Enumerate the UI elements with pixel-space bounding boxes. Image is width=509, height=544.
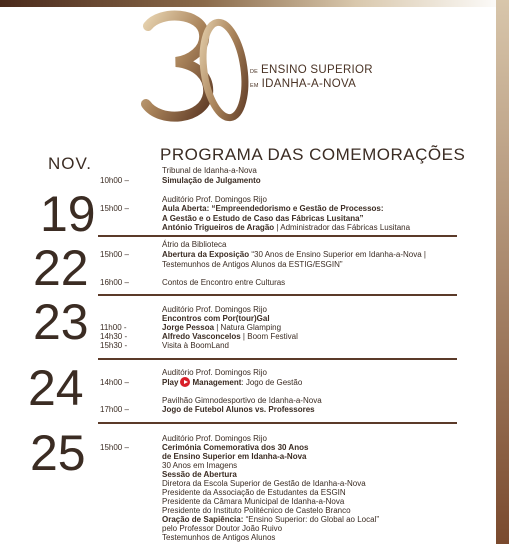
day-24-number: 24: [28, 360, 84, 416]
logo-idanha: IDANHA-A-NOVA: [261, 78, 357, 90]
d19-event-2b-text: A Gestão e o Estudo de Caso das Fábricas Lusitana”: [162, 214, 364, 223]
d24-location-1: Auditório Prof. Domingos Rijo: [162, 368, 267, 377]
d24-play-word: Play: [162, 378, 179, 387]
day-25-number: 25: [30, 425, 86, 481]
d23-speaker-1: Jorge Pessoa: [162, 323, 215, 332]
d22-location-1: Átrio da Biblioteca: [162, 240, 227, 249]
d19-speaker: António Trigueiros de Aragão: [162, 223, 275, 232]
d23-event-heading-text: Encontros com Por(tour)Gal: [162, 314, 270, 323]
d22-event-1-rest: “30 Anos de Ensino Superior em Idanha-a-Nova |: [249, 250, 426, 259]
month-label: NOV.: [48, 154, 93, 173]
d22-event-1-line-a: [162, 250, 426, 260]
d23-location-1: Auditório Prof. Domingos Rijo: [162, 305, 267, 314]
day-19-number: 19: [40, 186, 96, 242]
separator-19: [98, 235, 457, 237]
d19-event-1-text: Simulação de Julgamento: [162, 176, 261, 185]
d25-line-2-text: Sessão de Abertura: [162, 470, 237, 479]
d23-speaker-2: Alfredo Vasconcelos: [162, 332, 241, 341]
day-22-number: 22: [33, 240, 89, 296]
d25-line-3: Diretora da Escola Superior de Gestão de Idanha-a-Nova: [162, 479, 366, 488]
d19-location-1: Tribunal de Idanha-a-Nova: [162, 166, 257, 175]
d25-line-9: Testemunhos de Antigos Alunos: [162, 533, 276, 542]
d24-time-1: 14h00 –: [100, 378, 129, 387]
d25-line-8: pelo Professor Doutor João Ruivo: [162, 524, 283, 533]
d23-speaker-1-org: | Natura Glamping: [214, 323, 282, 332]
d25-event-1a-text: Cerimónia Comemorativa dos 30 Anos: [162, 443, 309, 452]
d25-line-7-rest: “Ensino Superior: do Global ao Local”: [243, 515, 380, 524]
d22-time-1: 15h00 –: [100, 250, 129, 259]
d22-time-2: 16h00 –: [100, 278, 129, 287]
d25-time-1: 15h00 –: [100, 443, 129, 452]
d19-event-2-line-a: [162, 204, 384, 214]
d24-location-2: Pavilhão Gimnodesportivo de Idanha-a-Nova: [162, 396, 322, 405]
d19-location-2: Auditório Prof. Domingos Rijo: [162, 195, 267, 204]
d19-time-1: 10h00 –: [100, 176, 129, 185]
d19-time-2: 15h00 –: [100, 204, 129, 213]
page-title: PROGRAMA DAS COMEMORAÇÕES: [160, 145, 466, 164]
d23-speaker-2-org: | Boom Festival: [240, 332, 298, 341]
d19-event-1: [162, 176, 261, 186]
d25-line-5: Presidente da Câmara Municipal de Idanha-a-Nova: [162, 497, 345, 506]
d24-event-2-text: Jogo de Futebol Alunos vs. Professores: [162, 405, 315, 414]
right-decorative-bar: [496, 0, 509, 544]
d25-line-7-title: Oração de Sapiência:: [162, 515, 244, 524]
separator-23: [98, 358, 457, 360]
d23-time-3: 15h30 -: [100, 341, 128, 350]
separator-24: [98, 422, 457, 424]
d24-management-word: Management: [192, 378, 242, 387]
day-23-number: 23: [33, 294, 89, 350]
d19-speaker-role: | Administrador das Fábricas Lusitana: [274, 223, 411, 232]
d22-event-1-line-b: Testemunhos de Antigos Alunos da ESTIG/ESGIN”: [162, 260, 343, 269]
d25-line-6: Presidente do Instituto Politécnico de Castelo Branco: [162, 506, 351, 515]
d19-event-2-line-c: [162, 223, 410, 233]
d25-line-4: Presidente da Associação de Estudantes da ESGIN: [162, 488, 346, 497]
d25-line-1: 30 Anos em Imagens: [162, 461, 238, 470]
d24-time-2: 17h00 –: [100, 405, 129, 414]
d23-time-1: 11h00 -: [100, 323, 127, 332]
d24-event-2: [162, 405, 315, 415]
d24-event-1: [162, 377, 302, 388]
d22-event-2: Contos de Encontro entre Culturas: [162, 278, 286, 287]
d22-event-1-title: Abertura da Exposição: [162, 250, 250, 259]
logo-ensino-superior: ENSINO SUPERIOR: [261, 64, 373, 76]
logo-de: DE: [250, 69, 259, 75]
d25-location-1: Auditório Prof. Domingos Rijo: [162, 434, 267, 443]
logo-caption: [250, 64, 373, 90]
logo-em: EM: [250, 83, 259, 89]
d23-time-2: 14h30 -: [100, 332, 128, 341]
top-decorative-bar: [0, 0, 509, 7]
play-icon: [180, 377, 190, 387]
d25-event-1b-text: de Ensino Superior em Idanha-a-Nova: [162, 452, 307, 461]
anniversary-logo: [140, 8, 380, 126]
d23-event-3: Visita à BoomLand: [162, 341, 230, 350]
separator-22: [98, 294, 457, 296]
d19-event-2a-text: Aula Aberta: “Empreendedorismo e Gestão de Processos:: [162, 204, 384, 213]
d24-event-1-rest: : Jogo de Gestão: [241, 378, 303, 387]
